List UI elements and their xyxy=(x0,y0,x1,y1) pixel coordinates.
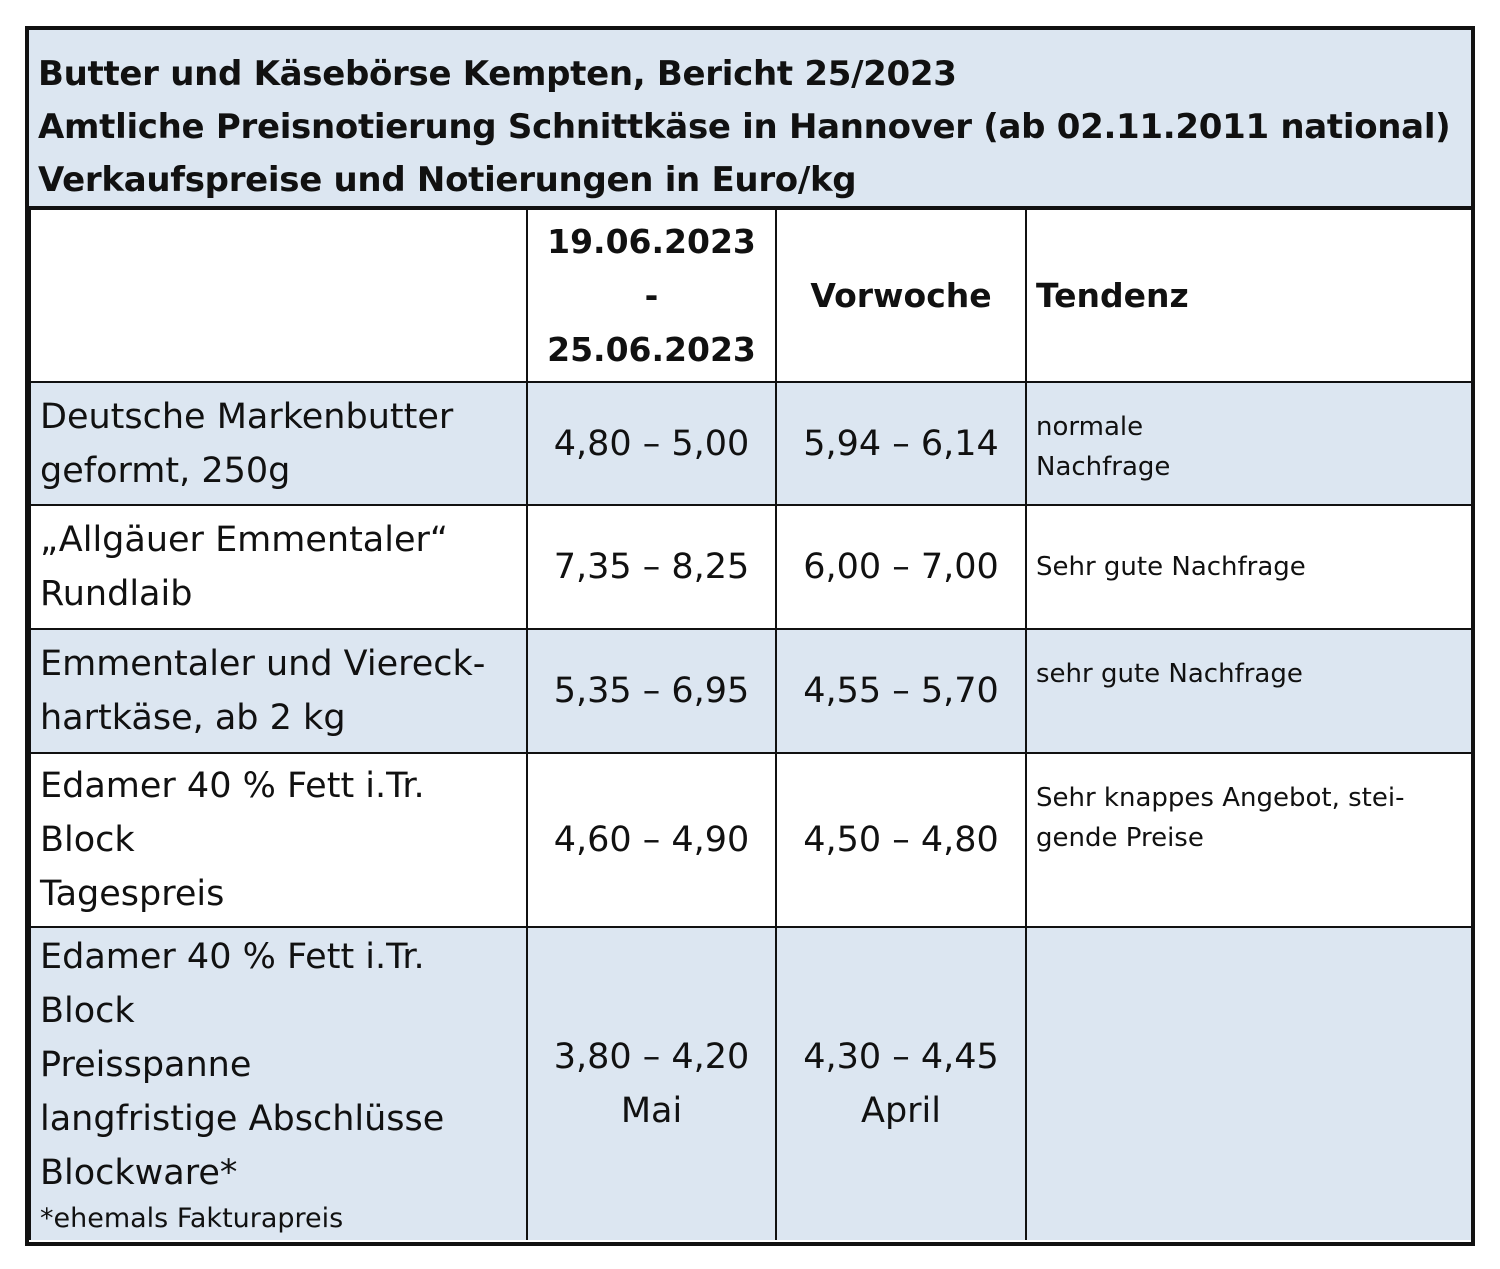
table-row xyxy=(30,629,1472,753)
trend-line: Sehr gute Nachfrage xyxy=(1036,552,1306,582)
previous-price: 4,55 – 5,70 xyxy=(776,629,1026,753)
previous-price xyxy=(776,927,1026,1240)
trend-text xyxy=(1026,629,1472,753)
trend-line: normale xyxy=(1036,412,1144,442)
product-name-line: Block xyxy=(40,991,135,1031)
product-name-line: Edamer 40 % Fett i.Tr. xyxy=(40,766,425,806)
price-report-table xyxy=(25,26,1475,1246)
product-name-line: Blockware* xyxy=(40,1153,238,1193)
product-name-line: Deutsche Markenbutter xyxy=(40,396,454,437)
previous-price: 6,00 – 7,00 xyxy=(776,505,1026,629)
previous-price: 4,50 – 4,80 xyxy=(776,753,1026,927)
header-date-start: 19.06.2023 xyxy=(547,221,756,261)
current-price-month: Mai xyxy=(620,1091,683,1131)
product-name-line: geformt, 250g xyxy=(40,450,291,491)
trend-text xyxy=(1026,505,1472,629)
trend-line: Nachfrage xyxy=(1036,452,1171,482)
previous-price-range: 4,30 – 4,45 xyxy=(803,1037,999,1077)
column-header-row xyxy=(30,210,1472,382)
report-header xyxy=(29,30,1471,210)
product-name-line: Emmentaler und Viereck- xyxy=(40,644,486,684)
trend-text xyxy=(1026,382,1472,505)
header-date-dash: - xyxy=(644,275,659,315)
product-name-line: Rundlaib xyxy=(40,574,193,614)
product-name-line: langfristige Abschlüsse xyxy=(40,1099,445,1139)
trend-line: sehr gute Nachfrage xyxy=(1036,659,1303,689)
current-price: 5,35 – 6,95 xyxy=(527,629,776,753)
current-price-range: 3,80 – 4,20 xyxy=(553,1037,750,1077)
header-current-week xyxy=(527,210,776,382)
current-price: 4,60 – 4,90 xyxy=(527,753,776,927)
product-name-line: Edamer 40 % Fett i.Tr. xyxy=(40,937,425,977)
product-name-line: hartkäse, ab 2 kg xyxy=(40,698,346,738)
product-name xyxy=(30,629,527,753)
header-previous-week: Vorwoche xyxy=(776,210,1026,382)
report-unit-note: Verkaufspreise und Notierungen in Euro/kg xyxy=(38,160,857,200)
current-price: 4,80 – 5,00 xyxy=(527,382,776,505)
current-price xyxy=(527,927,776,1240)
previous-price-month: April xyxy=(861,1091,941,1131)
table-row xyxy=(30,505,1472,629)
report-subtitle: Amtliche Preisnotierung Schnittkäse in Hannover (ab 02.11.2011 national) xyxy=(38,107,1451,147)
header-trend: Tendenz xyxy=(1026,210,1472,382)
trend-text xyxy=(1026,927,1472,1240)
previous-price: 5,94 – 6,14 xyxy=(776,382,1026,505)
footnote: *ehemals Fakturapreis xyxy=(40,1203,344,1234)
product-name-line: „Allgäuer Emmentaler“ xyxy=(40,520,449,560)
table-row xyxy=(30,382,1472,505)
product-name xyxy=(30,382,527,505)
trend-line: Sehr knappes Angebot, stei- xyxy=(1036,783,1405,813)
trend-line: gende Preise xyxy=(1036,823,1204,853)
header-date-end: 25.06.2023 xyxy=(547,329,756,369)
product-name xyxy=(30,927,527,1240)
price-grid xyxy=(29,210,1473,1240)
header-empty-cell xyxy=(30,210,527,382)
product-name-line: Preisspanne xyxy=(40,1045,252,1085)
report-title: Butter und Käsebörse Kempten, Bericht 25/2023 xyxy=(38,54,957,94)
trend-text xyxy=(1026,753,1472,927)
current-price: 7,35 – 8,25 xyxy=(527,505,776,629)
product-name xyxy=(30,505,527,629)
product-name xyxy=(30,753,527,927)
table-row xyxy=(30,927,1472,1240)
product-name-line: Block xyxy=(40,820,135,860)
table-row xyxy=(30,753,1472,927)
product-name-line: Tagespreis xyxy=(40,874,225,914)
